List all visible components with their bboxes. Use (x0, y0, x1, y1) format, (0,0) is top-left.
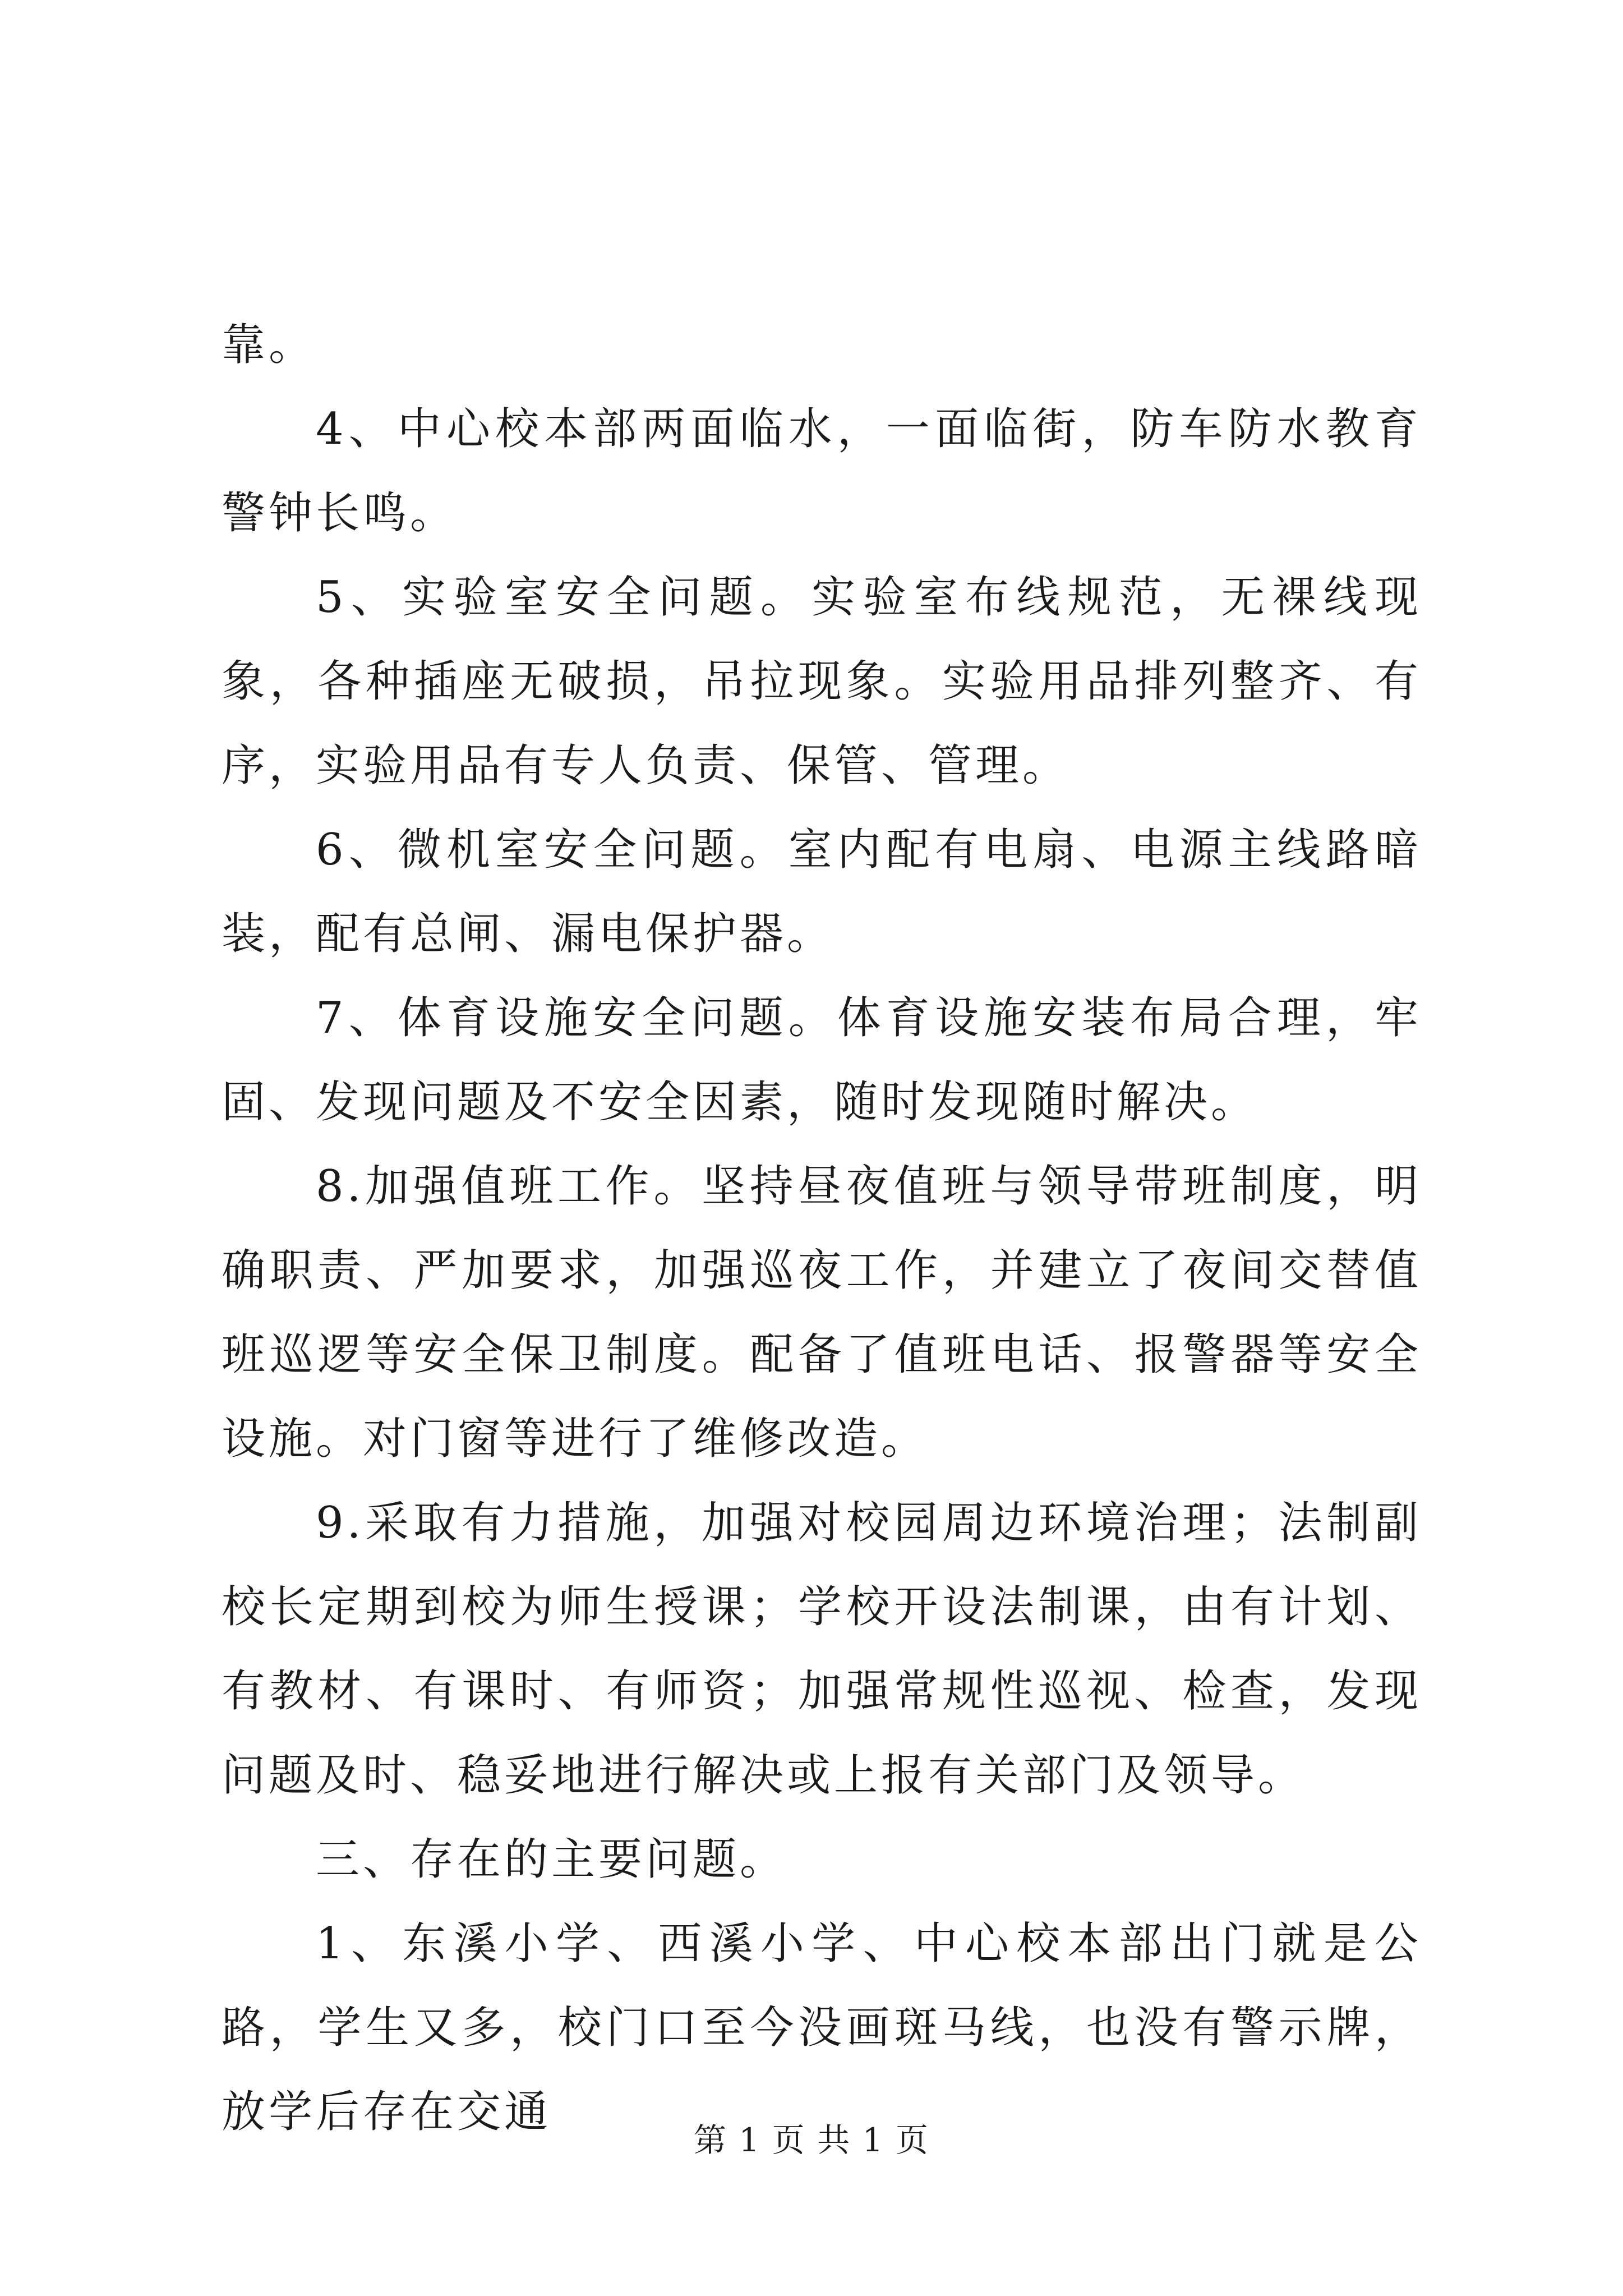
paragraph: 1、东溪小学、西溪小学、中心校本部出门就是公路，学生又多，校门口至今没画斑马线，也没有警示牌，放学后存在交通 (222, 1918, 1422, 2137)
paragraph: 8.加强值班工作。坚持昼夜值班与领导带班制度，明确职责、严加要求，加强巡夜工作，并建立了夜间交替值班巡逻等安全保卫制度。配备了值班电话、报警器等安全设施。对门窗等进行了维修改造。 (222, 1161, 1422, 1464)
paragraph: 9.采取有力措施，加强对校园周边环境治理；法制副校长定期到校为师生授课；学校开设法制课，由有计划、有教材、有课时、有师资；加强常规性巡视、检查，发现问题及时、稳妥地进行解决或上报有关部门及领导。 (222, 1498, 1422, 1801)
document-body (222, 303, 1422, 2154)
paragraph: 4、中心校本部两面临水，一面临街，防车防水教育警钟长鸣。 (222, 404, 1422, 539)
page-footer: 第 1 页 共 1 页 (694, 2121, 929, 2159)
section-heading: 三、存在的主要问题。 (316, 1834, 787, 1885)
paragraph: 靠。 (222, 320, 316, 370)
paragraph: 5、实验室安全问题。实验室布线规范，无裸线现象，各种插座无破损，吊拉现象。实验用品排列整齐、有序，实验用品有专人负责、保管、管理。 (222, 572, 1422, 791)
paragraph: 6、微机室安全问题。室内配有电扇、电源主线路暗装，配有总闸、漏电保护器。 (222, 825, 1422, 959)
paragraph: 7、体育设施安全问题。体育设施安装布局合理，牢固、发现问题及不安全因素，随时发现随时解决。 (222, 993, 1422, 1128)
